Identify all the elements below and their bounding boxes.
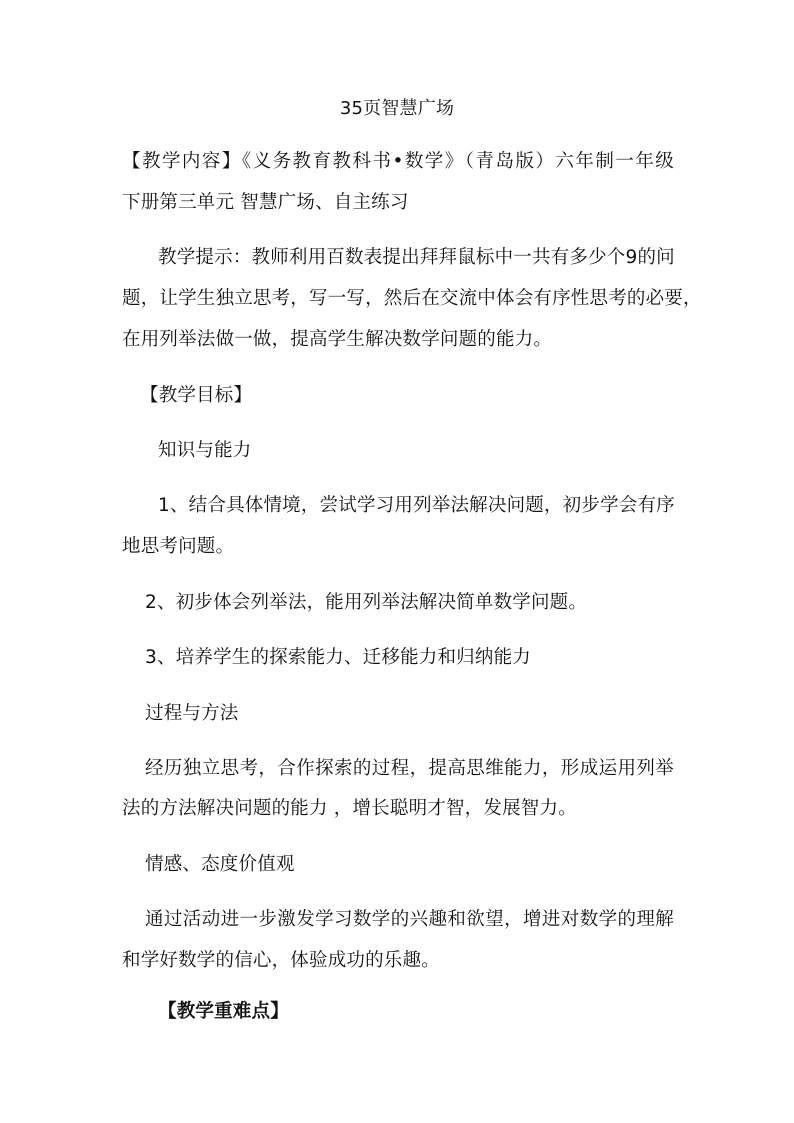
- teaching-goals-heading: 【教学目标】: [140, 385, 253, 406]
- teaching-content-heading: 【教学内容】《义务教育教科书•数学》（青岛版）六年制一年级: [122, 151, 674, 172]
- teaching-content-line-2: 下册第三单元 智慧广场、自主练习: [122, 192, 409, 213]
- knowledge-ability-heading: 知识与能力: [158, 440, 252, 461]
- emotion-line-2: 和学好数学的信心，体验成功的乐趣。: [122, 950, 440, 971]
- key-points-heading: 【教学重难点】: [158, 1001, 289, 1022]
- teaching-hint-line-3: 在用列举法做一做，提高学生解决数学问题的能力。: [122, 329, 553, 350]
- goal-3: 3、培养学生的探索能力、迁移能力和归纳能力: [145, 647, 531, 668]
- process-line-2: 法的方法解决问题的能力 ，增长聪明才智，发展智力。: [122, 798, 577, 819]
- goal-1-line-2: 地思考问题。: [122, 536, 235, 557]
- process-method-heading: 过程与方法: [145, 703, 239, 724]
- emotion-attitude-heading: 情感、态度价值观: [145, 854, 295, 875]
- document-title: 35页智慧广场: [339, 98, 455, 119]
- emotion-line-1: 通过活动进一步激发学习数学的兴趣和欲望，增进对数学的理解: [145, 909, 674, 930]
- teaching-hint-line-2: 题，让学生独立思考，写一写，然后在交流中体会有序性思考的必要，: [122, 288, 702, 309]
- goal-1-line-1: 1、结合具体情境，尝试学习用列举法解决问题，初步学会有序: [158, 495, 675, 516]
- teaching-hint-line-1: 教学提示：教师利用百数表提出拜拜鼠标中一共有多少个9的问: [158, 247, 675, 268]
- process-line-1: 经历独立思考，合作探索的过程，提高思维能力，形成运用列举: [145, 758, 674, 779]
- goal-2: 2、初步体会列举法，能用列举法解决简单数学问题。: [145, 592, 588, 613]
